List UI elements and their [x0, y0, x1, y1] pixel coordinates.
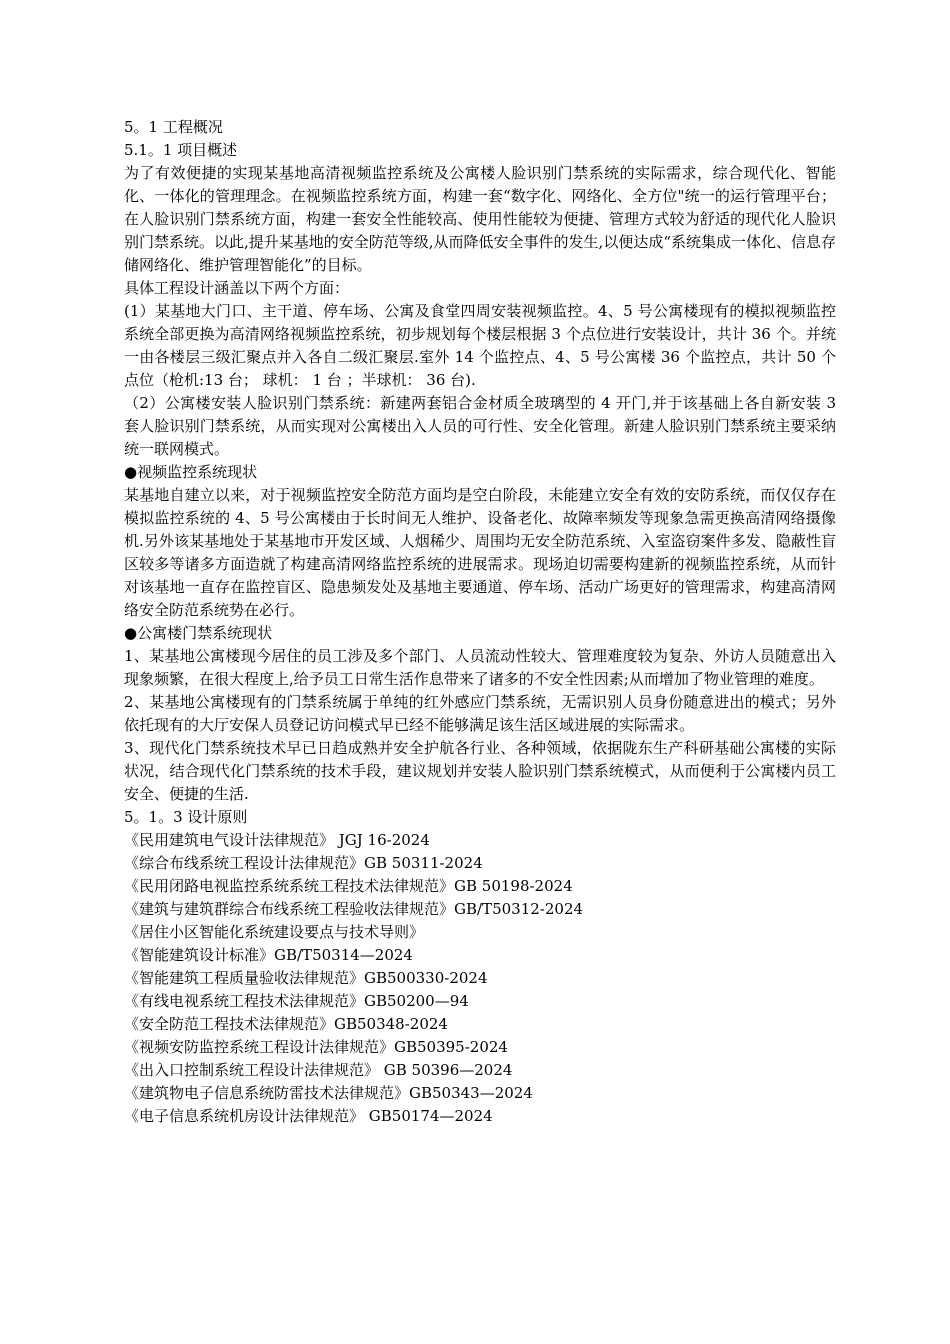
standard-item: 《出入口控制系统工程设计法律规范》 GB 50396—2024: [124, 1061, 513, 1079]
access-item-2: 2、某基地公寓楼现有的门禁系统属于单纯的红外感应门禁系统，无需识别人员身份随意进出的模式；另外依托现有的大厅安保人员登记访问模式早已经不能够满足该生活区域进展的实际需求。: [124, 693, 836, 734]
scope-item-1: (1）某基地大门口、主干道、停车场、公寓及食堂四周安装视频监控。4、5 号公寓楼现有的模拟视频监控系统全部更换为高清网络视频监控系统，初步规划每个楼层根据 3 个点位进行安装设计，共计 36 个。并统一由各楼层三级汇聚点并入各自二级汇聚层.室外 14 个监控点、4、5 号公寓楼 36 个监控点，共计 50 个点位（枪机:13 台； 球机： 1 台 ；半球机： 36 台).: [124, 302, 836, 389]
standard-item: 《电子信息系统机房设计法律规范》 GB50174—2024: [124, 1107, 493, 1125]
standard-item: 《建筑与建筑群综合布线系统工程验收法律规范》GB/T50312-2024: [124, 900, 584, 918]
standard-item: 《视频安防监控系统工程设计法律规范》GB50395-2024: [124, 1038, 508, 1056]
intro-paragraph: 为了有效便捷的实现某基地高清视频监控系统及公寓楼人脸识别门禁系统的实际需求，综合现代化、智能化、一体化的管理理念。在视频监控系统方面，构建一套“数字化、网络化、全方位"统一的运行管理平台；在人脸识别门禁系统方面，构建一套安全性能较高、使用性能较为便捷、管理方式较为舒适的现代化人脸识别门禁系统。以此,提升某基地的安全防范等级,从而降低安全事件的发生,以便达成“系统集成一体化、信息存储网络化、维护管理智能化”的目标。: [124, 164, 836, 274]
standard-item: 《安全防范工程技术法律规范》GB50348-2024: [124, 1015, 448, 1033]
standard-item: 《民用闭路电视监控系统系统工程技术法律规范》GB 50198-2024: [124, 877, 573, 895]
access-item-3: 3、现代化门禁系统技术早已日趋成熟并安全护航各行业、各种领域，依据陇东生产科研基础公寓楼的实际状况，结合现代化门禁系统的技术手段，建议规划并安装人脸识别门禁系统模式，从而便利于公寓楼内员工安全、便捷的生活.: [124, 739, 836, 803]
standard-item: 《综合布线系统工程设计法律规范》GB 50311-2024: [124, 854, 483, 872]
subsection-heading-principles: 5。1。3 设计原则: [124, 808, 248, 826]
access-item-1: 1、某基地公寓楼现今居住的员工涉及多个部门、人员流动性较大、管理难度较为复杂、外访人员随意出入现象频繁，在很大程度上,给予员工日常生活作息带来了诸多的不安全性因素;从而增加了物业管理的难度。: [124, 647, 836, 688]
standard-item: 《建筑物电子信息系统防雷技术法律规范》GB50343—2024: [124, 1084, 533, 1102]
subsection-heading: 5.1。1 项目概述: [124, 141, 238, 159]
section-heading: 5。1 工程概况: [124, 118, 223, 136]
standard-item: 《智能建筑工程质量验收法律规范》GB500330-2024: [124, 969, 488, 987]
bullet-heading-access: ●公寓楼门禁系统现状: [124, 624, 273, 642]
standards-list: [124, 829, 836, 1128]
scope-intro: 具体工程设计涵盖以下两个方面：: [124, 279, 350, 297]
video-status-paragraph: 某基地自建立以来，对于视频监控安全防范方面均是空白阶段，未能建立安全有效的安防系统，而仅仅存在模拟监控系统的 4、5 号公寓楼由于长时间无人维护、设备老化、故障率频发等现象急需更换高清网络摄像机.另外该某基地处于某基地市开发区域、人烟稀少、周围均无安全防范系统、入室盗窃案件多发、隐蔽性盲区较多等诸多方面造就了构建高清网络监控系统的进展需求。现场迫切需要构建新的视频监控系统，从而针对该基地一直存在监控盲区、隐患频发处及基地主要通道、停车场、活动广场更好的管理需求，构建高清网络安全防范系统势在必行。: [124, 486, 836, 619]
scope-item-2: （2）公寓楼安装人脸识别门禁系统：新建两套铝合金材质全玻璃型的 4 开门,并于该基础上各自新安装 3 套人脸识别门禁系统，从而实现对公寓楼出入人员的可行性、安全化管理。新建人脸识别门禁系统主要采纳统一联网模式。: [124, 394, 836, 458]
document-page: [124, 116, 836, 1128]
bullet-heading-video: ●视频监控系统现状: [124, 463, 258, 481]
standard-item: 《民用建筑电气设计法律规范》 JGJ 16-2024: [124, 831, 430, 849]
standard-item: 《智能建筑设计标准》GB/T50314—2024: [124, 946, 413, 964]
standard-item: 《居住小区智能化系统建设要点与技术导则》: [124, 923, 425, 941]
standard-item: 《有线电视系统工程技术法律规范》GB50200—94: [124, 992, 469, 1010]
